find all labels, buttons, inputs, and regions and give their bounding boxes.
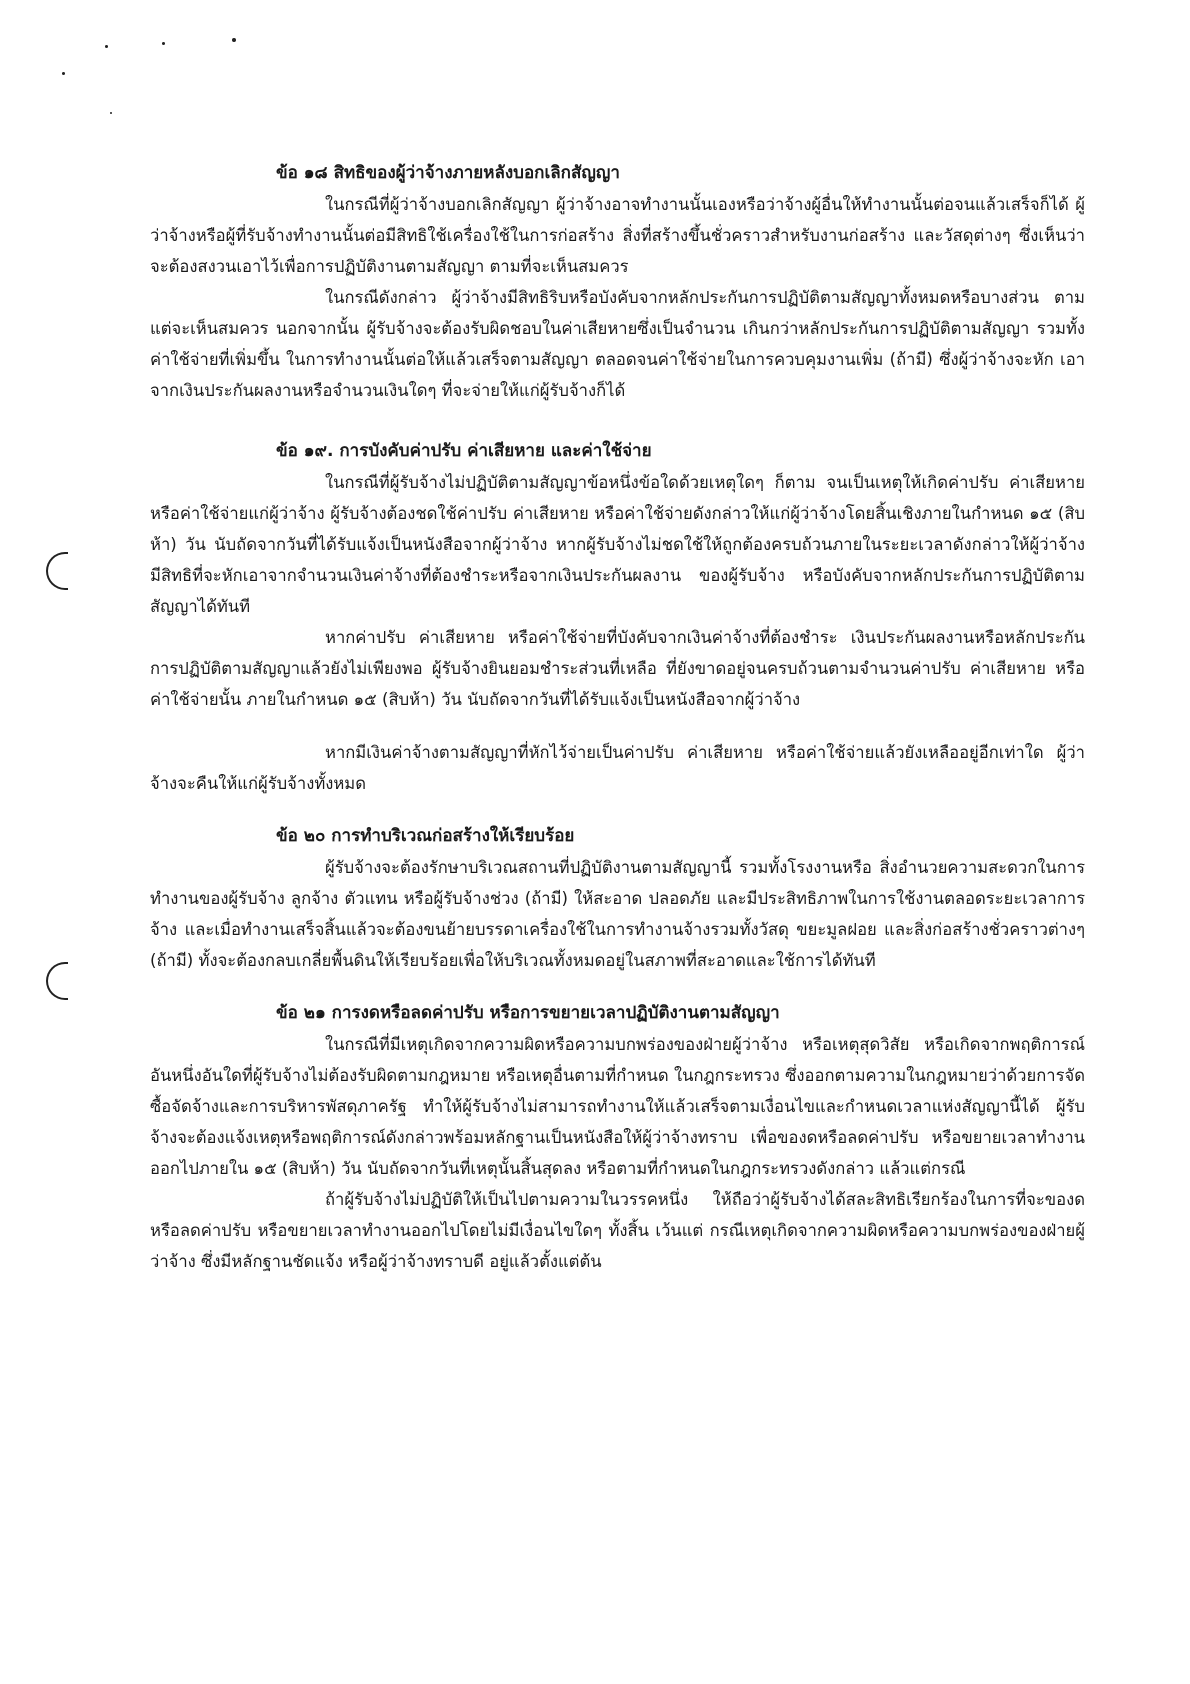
scan-speck (62, 72, 65, 75)
scan-speck (232, 38, 236, 42)
paragraph: หากค่าปรับ ค่าเสียหาย หรือค่าใช้จ่ายที่บังคับจากเงินค่าจ้างที่ต้องชำระ เงินประกันผลงานหรือหลักประกันการปฏิบัติตามสัญญาแล้วยังไม่เพียงพอ ผู้รับจ้างยินยอมชำระส่วนที่เหลือ ที่ยังขาดอยู่จนครบถ้วนตามจำนวนค่าปรับ ค่าเสียหาย หรือค่าใช้จ่ายนั้น ภายในกำหนด ๑๕ (สิบห้า) วัน นับถัดจากวันที่ได้รับแจ้งเป็นหนังสือจากผู้ว่าจ้าง (150, 628, 1085, 709)
scan-speck (105, 45, 108, 48)
paragraph: หากมีเงินค่าจ้างตามสัญญาที่หักไว้จ่ายเป็นค่าปรับ ค่าเสียหาย หรือค่าใช้จ่ายแล้วยังเหลืออยู่อีกเท่าใด ผู้ว่าจ้างจะคืนให้แก่ผู้รับจ้างทั้งหมด (150, 743, 1085, 793)
section-heading: ข้อ ๒๐ การทำบริเวณก่อสร้างให้เรียบร้อย (276, 826, 575, 846)
paragraph: ในกรณีดังกล่าว ผู้ว่าจ้างมีสิทธิริบหรือบังคับจากหลักประกันการปฏิบัติตามสัญญาทั้งหมดหรือบางส่วน ตามแต่จะเห็นสมควร นอกจากนั้น ผู้รับจ้างจะต้องรับผิดชอบในค่าเสียหายซึ่งเป็นจำนวน เกินกว่าหลักประกันการปฏิบัติตามสัญญา รวมทั้งค่าใช้จ่ายที่เพิ่มขึ้น ในการทำงานนั้นต่อให้แล้วเสร็จตามสัญญา ตลอดจนค่าใช้จ่ายในการควบคุมงานเพิ่ม (ถ้ามี) ซึ่งผู้ว่าจ้างจะหัก เอาจากเงินประกันผลงานหรือจำนวนเงินใดๆ ที่จะจ่ายให้แก่ผู้รับจ้างก็ได้ (150, 288, 1085, 400)
section-heading: ข้อ ๑๘ สิทธิของผู้ว่าจ้างภายหลังบอกเลิกสัญญา (276, 163, 620, 183)
scan-speck (110, 112, 112, 114)
punch-hole-mark (46, 962, 68, 1000)
paragraph: ในกรณีที่ผู้ว่าจ้างบอกเลิกสัญญา ผู้ว่าจ้างอาจทำงานนั้นเองหรือว่าจ้างผู้อื่นให้ทำงานนั้นต่อจนแล้วเสร็จก็ได้ ผู้ว่าจ้างหรือผู้ที่รับจ้างทำงานนั้นต่อมีสิทธิใช้เครื่องใช้ในการก่อสร้าง สิ่งที่สร้างขึ้นชั่วคราวสำหรับงานก่อสร้าง และวัสดุต่างๆ ซึ่งเห็นว่าจะต้องสงวนเอาไว้เพื่อการปฏิบัติงานตามสัญญา ตามที่จะเห็นสมควร (150, 195, 1085, 276)
section-19 (150, 436, 1085, 799)
scan-speck (162, 42, 165, 45)
paragraph: ในกรณีที่ผู้รับจ้างไม่ปฏิบัติตามสัญญาข้อหนึ่งข้อใดด้วยเหตุใดๆ ก็ตาม จนเป็นเหตุให้เกิดค่าปรับ ค่าเสียหาย หรือค่าใช้จ่ายแก่ผู้ว่าจ้าง ผู้รับจ้างต้องชดใช้ค่าปรับ ค่าเสียหาย หรือค่าใช้จ่ายดังกล่าวให้แก่ผู้ว่าจ้างโดยสิ้นเชิงภายในกำหนด ๑๕ (สิบห้า) วัน นับถัดจากวันที่ได้รับแจ้งเป็นหนังสือจากผู้ว่าจ้าง หากผู้รับจ้างไม่ชดใช้ให้ถูกต้องครบถ้วนภายในระยะเวลาดังกล่าวให้ผู้ว่าจ้างมีสิทธิที่จะหักเอาจากจำนวนเงินค่าจ้างที่ต้องชำระหรือจากเงินประกันผลงาน ของผู้รับจ้าง หรือบังคับจากหลักประกันการปฏิบัติตามสัญญาได้ทันที (150, 473, 1085, 616)
section-21 (150, 998, 1085, 1277)
punch-hole-mark (46, 552, 68, 590)
section-18 (150, 158, 1085, 406)
document-body (150, 158, 1085, 1277)
section-heading: ข้อ ๑๙. การบังคับค่าปรับ ค่าเสียหาย และค่าใช้จ่าย (276, 441, 652, 461)
paragraph: ผู้รับจ้างจะต้องรักษาบริเวณสถานที่ปฏิบัติงานตามสัญญานี้ รวมทั้งโรงงานหรือ สิ่งอำนวยความสะดวกในการทำงานของผู้รับจ้าง ลูกจ้าง ตัวแทน หรือผู้รับจ้างช่วง (ถ้ามี) ให้สะอาด ปลอดภัย และมีประสิทธิภาพในการใช้งานตลอดระยะเวลาการจ้าง และเมื่อทำงานเสร็จสิ้นแล้วจะต้องขนย้ายบรรดาเครื่องใช้ในการทำงานจ้างรวมทั้งวัสดุ ขยะมูลฝอย และสิ่งก่อสร้างชั่วคราวต่างๆ (ถ้ามี) ทั้งจะต้องกลบเกลี่ยพื้นดินให้เรียบร้อยเพื่อให้บริเวณทั้งหมดอยู่ในสภาพที่สะอาดและใช้การได้ทันที (150, 858, 1085, 970)
section-heading: ข้อ ๒๑ การงดหรือลดค่าปรับ หรือการขยายเวลาปฏิบัติงานตามสัญญา (276, 1003, 780, 1023)
section-20 (150, 821, 1085, 976)
paragraph: ถ้าผู้รับจ้างไม่ปฏิบัติให้เป็นไปตามความในวรรคหนึ่ง ให้ถือว่าผู้รับจ้างได้สละสิทธิเรียกร้องในการที่จะของดหรือลดค่าปรับ หรือขยายเวลาทำงานออกไปโดยไม่มีเงื่อนไขใดๆ ทั้งสิ้น เว้นแต่ กรณีเหตุเกิดจากความผิดหรือความบกพร่องของฝ่ายผู้ว่าจ้าง ซึ่งมีหลักฐานชัดแจ้ง หรือผู้ว่าจ้างทราบดี อยู่แล้วตั้งแต่ต้น (150, 1190, 1085, 1271)
paragraph: ในกรณีที่มีเหตุเกิดจากความผิดหรือความบกพร่องของฝ่ายผู้ว่าจ้าง หรือเหตุสุดวิสัย หรือเกิดจากพฤติการณ์อันหนึ่งอันใดที่ผู้รับจ้างไม่ต้องรับผิดตามกฎหมาย หรือเหตุอื่นตามที่กำหนด ในกฎกระทรวง ซึ่งออกตามความในกฎหมายว่าด้วยการจัดซื้อจัดจ้างและการบริหารพัสดุภาครัฐ ทำให้ผู้รับจ้างไม่สามารถทำงานให้แล้วเสร็จตามเงื่อนไขและกำหนดเวลาแห่งสัญญานี้ได้ ผู้รับจ้างจะต้องแจ้งเหตุหรือพฤติการณ์ดังกล่าวพร้อมหลักฐานเป็นหนังสือให้ผู้ว่าจ้างทราบ เพื่อของดหรือลดค่าปรับ หรือขยายเวลาทำงานออกไปภายใน ๑๕ (สิบห้า) วัน นับถัดจากวันที่เหตุนั้นสิ้นสุดลง หรือตามที่กำหนดในกฎกระทรวงดังกล่าว แล้วแต่กรณี (150, 1035, 1085, 1178)
